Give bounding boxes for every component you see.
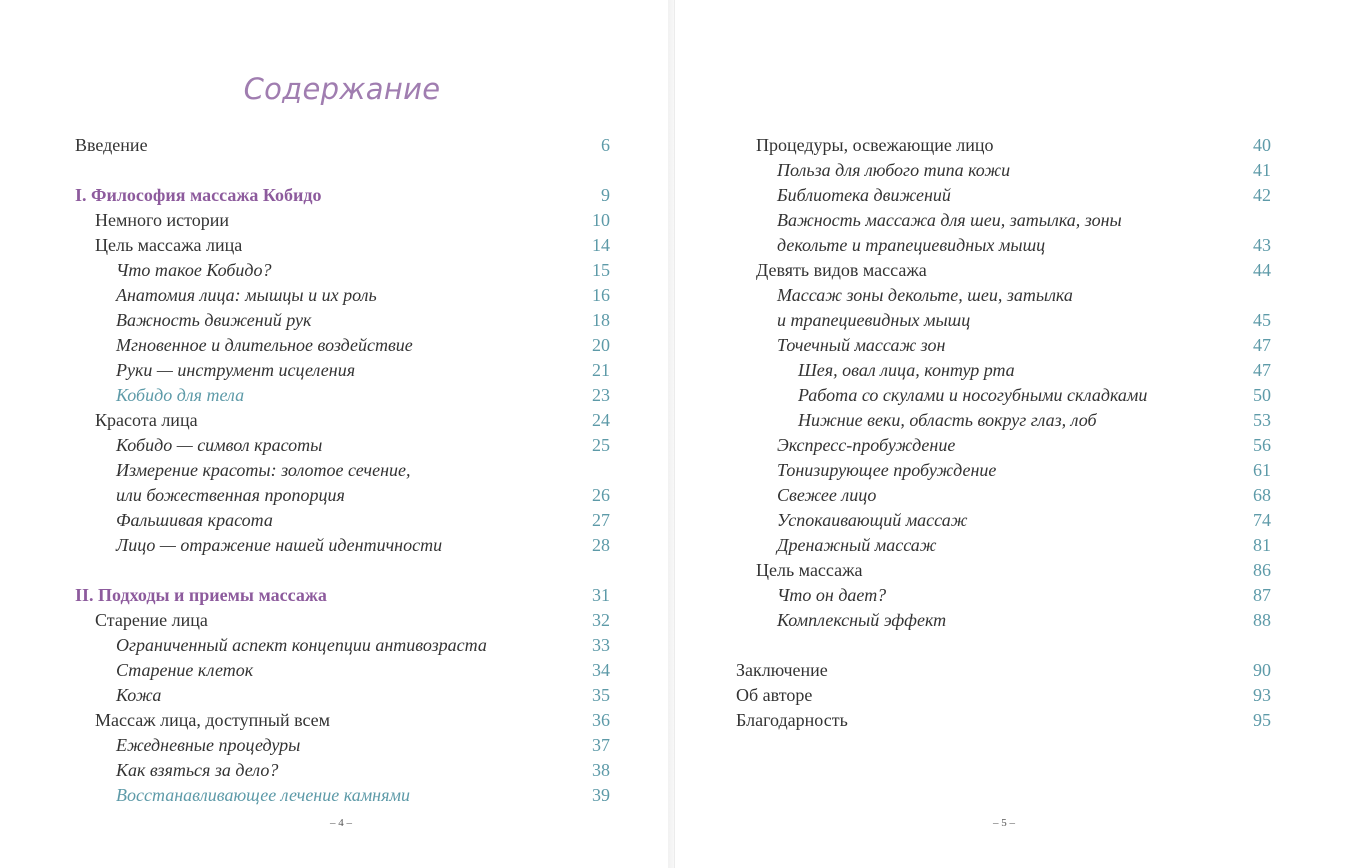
toc-entry[interactable] <box>75 608 610 633</box>
toc-entry-label: Шея, овал лица, контур рта <box>798 360 1015 380</box>
toc-entry-label: Измерение красоты: золотое сечение, <box>116 460 411 480</box>
toc-entry-page-number: 47 <box>1253 335 1271 355</box>
toc-entry[interactable] <box>736 258 1271 283</box>
toc-entry-label: Что такое Кобидо? <box>116 260 272 280</box>
toc-entry-page-number: 53 <box>1253 410 1271 430</box>
toc-entry[interactable] <box>75 133 610 158</box>
toc-entry[interactable] <box>736 133 1271 158</box>
toc-entry-page-number: 9 <box>601 185 610 205</box>
toc-entry[interactable] <box>736 358 1271 383</box>
toc-entry[interactable] <box>736 408 1271 433</box>
toc-entry-page-number: 87 <box>1253 585 1271 605</box>
toc-entry-page-number: 47 <box>1253 360 1271 380</box>
toc-entry-label: Немного истории <box>95 210 229 230</box>
toc-entry-label: Цель массажа лица <box>95 235 243 255</box>
toc-entry-label: Заключение <box>736 660 828 680</box>
left-page <box>0 0 668 868</box>
toc-entry-page-number: 21 <box>592 360 610 380</box>
toc-entry-label: Ограниченный аспект концепции антивозраста <box>116 635 487 655</box>
toc-entry-page-number: 24 <box>592 410 610 430</box>
toc-spacer <box>75 558 610 583</box>
toc-entry-page-number: 26 <box>592 485 610 505</box>
toc-entry[interactable] <box>75 383 610 408</box>
toc-entry[interactable] <box>736 608 1271 633</box>
toc-entry[interactable] <box>736 708 1271 733</box>
toc-entry-label: I. Философия массажа Кобидо <box>75 185 322 205</box>
toc-entry-label: Фальшивая красота <box>116 510 273 530</box>
toc-entry-page-number: 31 <box>592 585 610 605</box>
toc-entry-label: Польза для любого типа кожи <box>777 160 1011 180</box>
toc-entry-page-number: 74 <box>1253 510 1271 530</box>
toc-entry-page-number: 90 <box>1253 660 1271 680</box>
toc-entry[interactable] <box>736 558 1271 583</box>
toc-entry[interactable] <box>75 258 610 283</box>
toc-entry-label: Точечный массаж зон <box>777 335 946 355</box>
toc-entry-page-number: 81 <box>1253 535 1271 555</box>
toc-entry-label: Об авторе <box>736 685 813 705</box>
toc-entry[interactable] <box>75 783 610 808</box>
toc-entry-page-number: 18 <box>592 310 610 330</box>
toc-entry-label: Тонизирующее пробуждение <box>777 460 997 480</box>
toc-entry-page-number: 61 <box>1253 460 1271 480</box>
toc-entry[interactable] <box>75 233 610 258</box>
toc-entry-page-number: 86 <box>1253 560 1271 580</box>
toc-entry-label: Анатомия лица: мышцы и их роль <box>116 285 377 305</box>
toc-entry-label: Дренажный массаж <box>777 535 937 555</box>
toc-entry[interactable] <box>75 733 610 758</box>
toc-entry[interactable] <box>75 483 610 508</box>
toc-entry[interactable] <box>736 433 1271 458</box>
toc-entry[interactable] <box>75 758 610 783</box>
toc-entry[interactable] <box>75 683 610 708</box>
toc-entry-page-number: 42 <box>1253 185 1271 205</box>
toc-entry[interactable] <box>736 233 1271 258</box>
toc-entry-page-number: 16 <box>592 285 610 305</box>
toc-entry-label: Массаж зоны декольте, шеи, затылка <box>777 285 1073 305</box>
toc-list-right <box>736 133 1271 733</box>
toc-entry-page-number: 39 <box>592 785 610 805</box>
toc-entry-label: Девять видов массажа <box>756 260 927 280</box>
toc-entry-label: Лицо — отражение нашей идентичности <box>116 535 443 555</box>
toc-entry-page-number: 44 <box>1253 260 1271 280</box>
toc-entry-page-number: 15 <box>592 260 610 280</box>
toc-section-entry[interactable] <box>75 183 610 208</box>
toc-entry-label: Как взяться за дело? <box>116 760 279 780</box>
toc-entry[interactable] <box>736 508 1271 533</box>
toc-entry-label: Успокаивающий массаж <box>777 510 968 530</box>
toc-entry-page-number: 93 <box>1253 685 1271 705</box>
toc-entry[interactable] <box>736 383 1271 408</box>
toc-entry-page-number: 95 <box>1253 710 1271 730</box>
toc-entry[interactable] <box>736 183 1271 208</box>
toc-entry[interactable] <box>75 658 610 683</box>
toc-entry[interactable] <box>75 283 610 308</box>
toc-entry-label: II. Подходы и приемы массажа <box>75 585 327 605</box>
toc-spacer <box>75 158 610 183</box>
toc-entry-page-number: 23 <box>592 385 610 405</box>
toc-entry-page-number: 34 <box>592 660 610 680</box>
toc-entry-label: Массаж лица, доступный всем <box>95 710 331 730</box>
toc-entry[interactable] <box>736 458 1271 483</box>
toc-entry[interactable] <box>736 283 1271 308</box>
toc-entry-label: Библиотека движений <box>777 185 951 205</box>
right-page <box>674 0 1354 868</box>
toc-list-left <box>75 133 610 808</box>
toc-entry-label: Что он дает? <box>777 585 887 605</box>
toc-entry-label: Красота лица <box>95 410 198 430</box>
toc-entry-page-number: 43 <box>1253 235 1271 255</box>
toc-entry-page-number: 6 <box>601 135 610 155</box>
toc-entry-page-number: 25 <box>592 435 610 455</box>
toc-entry-page-number: 20 <box>592 335 610 355</box>
toc-entry-page-number: 50 <box>1253 385 1271 405</box>
toc-entry[interactable] <box>736 158 1271 183</box>
toc-entry-page-number: 36 <box>592 710 610 730</box>
toc-entry-page-number: 68 <box>1253 485 1271 505</box>
toc-entry-label: Важность движений рук <box>116 310 312 330</box>
toc-entry[interactable] <box>736 583 1271 608</box>
toc-entry-label: или божественная пропорция <box>116 485 345 505</box>
toc-entry[interactable] <box>736 483 1271 508</box>
toc-entry-label: Кобидо для тела <box>116 385 245 405</box>
toc-entry[interactable] <box>736 308 1271 333</box>
toc-entry[interactable] <box>75 408 610 433</box>
toc-entry[interactable] <box>75 208 610 233</box>
toc-entry-label: Свежее лицо <box>777 485 877 505</box>
toc-entry-label: Руки — инструмент исцеления <box>116 360 356 380</box>
toc-entry-label: Благодарность <box>736 710 848 730</box>
toc-entry-label: Работа со скулами и носогубными складками <box>798 385 1148 405</box>
toc-entry-label: Старение клеток <box>116 660 254 680</box>
toc-entry[interactable] <box>736 208 1271 233</box>
toc-entry[interactable] <box>736 333 1271 358</box>
toc-entry-page-number: 56 <box>1253 435 1271 455</box>
toc-entry[interactable] <box>75 708 610 733</box>
toc-entry[interactable] <box>75 358 610 383</box>
toc-entry-page-number: 38 <box>592 760 610 780</box>
toc-entry-label: Ежедневные процедуры <box>116 735 301 755</box>
toc-entry-label: Экспресс-пробуждение <box>777 435 956 455</box>
toc-entry-page-number: 35 <box>592 685 610 705</box>
toc-entry[interactable] <box>736 683 1271 708</box>
toc-entry-label: Восстанавливающее лечение камнями <box>116 785 410 805</box>
toc-entry-label: Кожа <box>116 685 162 705</box>
toc-entry[interactable] <box>75 433 610 458</box>
toc-entry-page-number: 27 <box>592 510 610 530</box>
toc-entry-page-number: 33 <box>592 635 610 655</box>
toc-entry-label: декольте и трапециевидных мышц <box>777 235 1046 255</box>
toc-entry-page-number: 41 <box>1253 160 1271 180</box>
toc-entry[interactable] <box>75 333 610 358</box>
toc-entry-label: Кобидо — символ красоты <box>116 435 323 455</box>
page-title: Содержание <box>243 72 441 106</box>
toc-entry-label: Процедуры, освежающие лицо <box>756 135 994 155</box>
toc-entry-label: Введение <box>75 135 148 155</box>
toc-entry[interactable] <box>75 308 610 333</box>
toc-entry[interactable] <box>75 458 610 483</box>
page-number-left: – 4 – <box>330 817 352 829</box>
page-number-right: – 5 – <box>993 817 1015 829</box>
toc-entry-page-number: 32 <box>592 610 610 630</box>
toc-entry-page-number: 28 <box>592 535 610 555</box>
toc-entry-page-number: 88 <box>1253 610 1271 630</box>
toc-entry[interactable] <box>736 533 1271 558</box>
toc-entry-label: Мгновенное и длительное воздействие <box>116 335 413 355</box>
toc-entry-label: Цель массажа <box>756 560 863 580</box>
toc-entry[interactable] <box>75 508 610 533</box>
toc-entry-label: Комплексный эффект <box>777 610 947 630</box>
toc-entry-page-number: 45 <box>1253 310 1271 330</box>
toc-entry-page-number: 14 <box>592 235 610 255</box>
toc-entry-page-number: 10 <box>592 210 610 230</box>
toc-entry-label: Старение лица <box>95 610 208 630</box>
toc-entry-page-number: 37 <box>592 735 610 755</box>
toc-section-entry[interactable] <box>75 583 610 608</box>
toc-entry[interactable] <box>75 533 610 558</box>
toc-entry-page-number: 40 <box>1253 135 1271 155</box>
toc-entry-label: Нижние веки, область вокруг глаз, лоб <box>798 410 1097 430</box>
toc-spacer <box>736 633 1271 658</box>
toc-entry-label: и трапециевидных мышц <box>777 310 971 330</box>
toc-entry[interactable] <box>75 633 610 658</box>
toc-entry-label: Важность массажа для шеи, затылка, зоны <box>777 210 1122 230</box>
toc-entry[interactable] <box>736 658 1271 683</box>
